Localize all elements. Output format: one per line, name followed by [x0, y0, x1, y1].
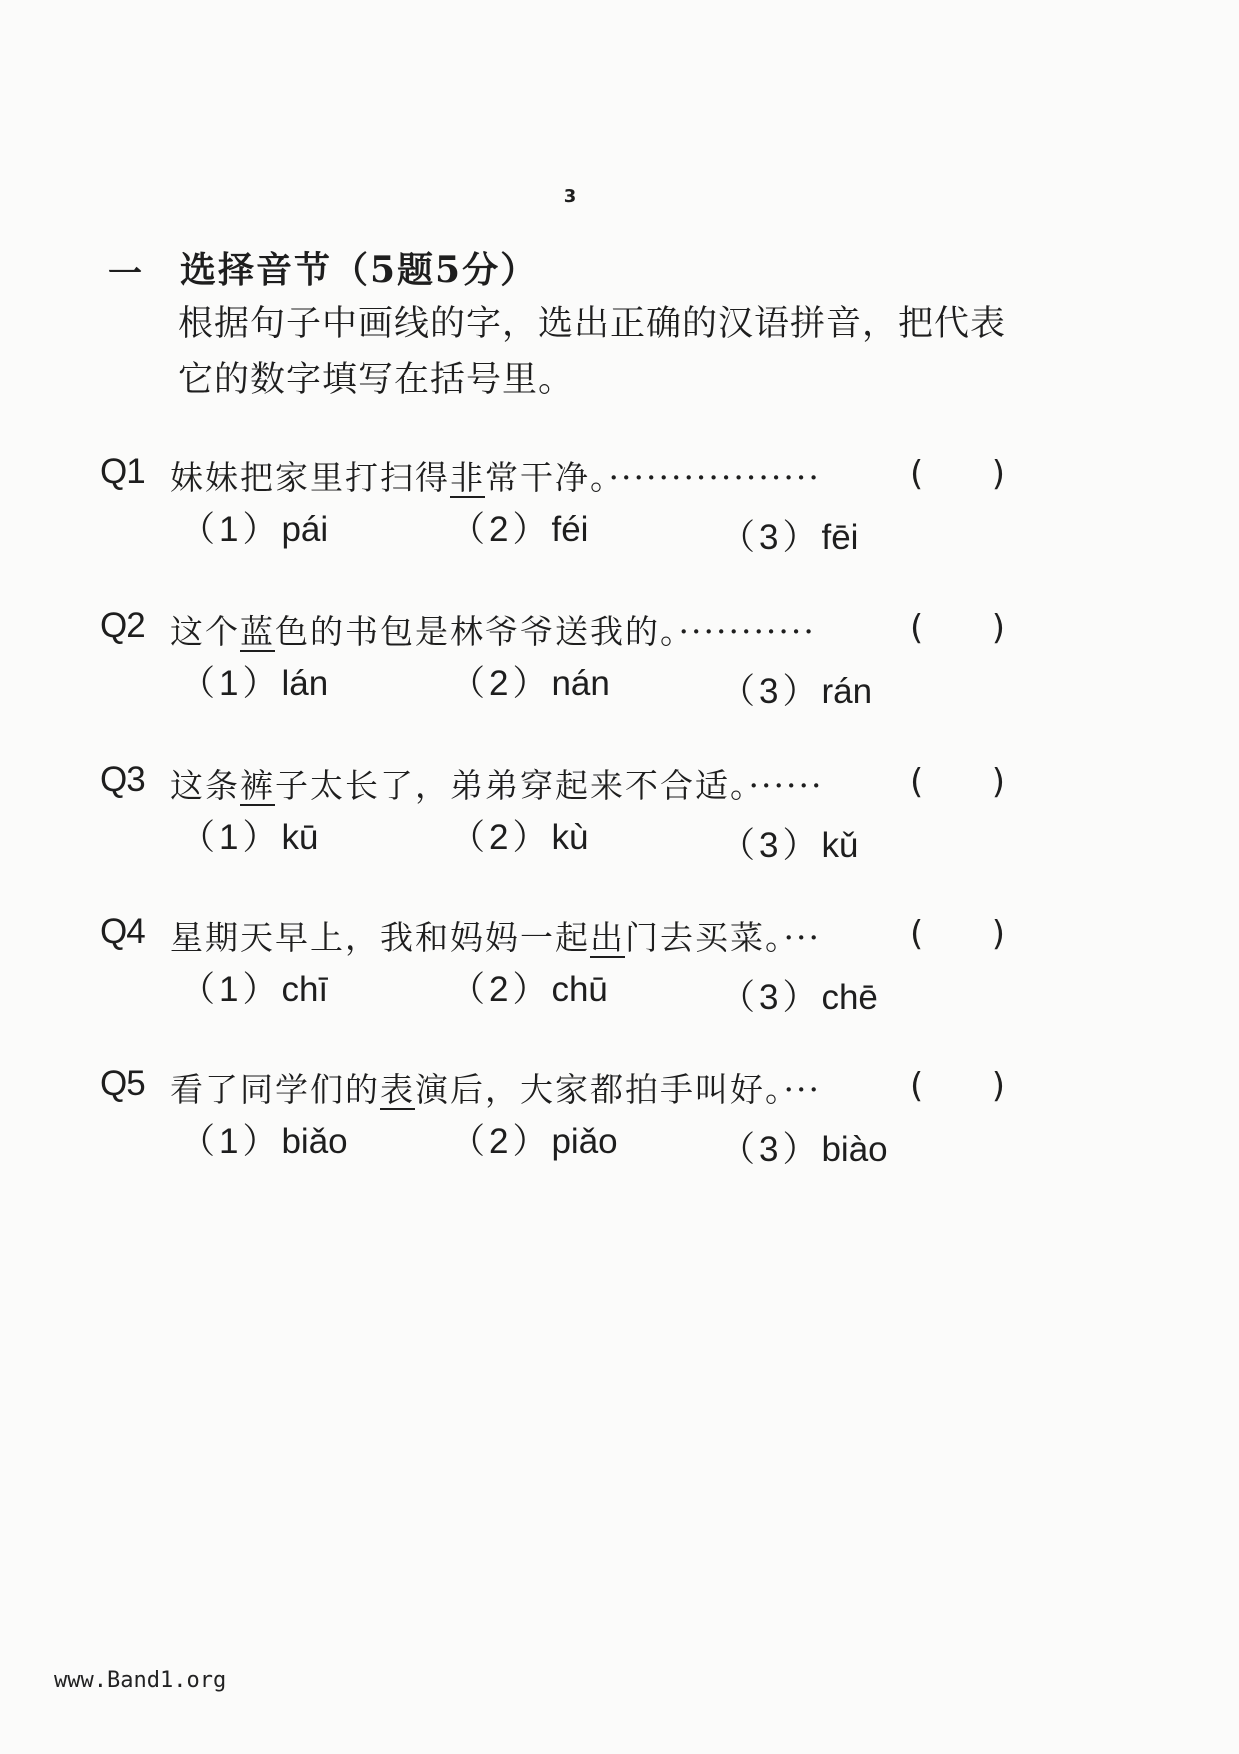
question-label: Q1 [100, 452, 145, 491]
option-2[interactable]: （2）féi [450, 510, 589, 549]
options-row [180, 1114, 980, 1169]
question-label: Q2 [100, 606, 145, 645]
question-label: Q5 [100, 1064, 145, 1103]
option-3[interactable]: （3）kǔ [720, 826, 859, 865]
question-label: Q4 [100, 912, 145, 951]
dot-leader: ··· [783, 1070, 821, 1109]
question-sentence: 这个蓝色的书包是林爷爷送我的。··········· [170, 612, 816, 651]
option-1[interactable]: （1）chī [180, 970, 329, 1009]
answer-bracket[interactable]: ( ) [910, 914, 1005, 954]
question-2 [100, 606, 1020, 716]
option-2[interactable]: （2）nán [450, 664, 610, 703]
option-2[interactable]: （2）chū [450, 970, 608, 1009]
underlined-character: 蓝 [240, 612, 275, 651]
question-sentence: 这条裤子太长了，弟弟穿起来不合适。······ [170, 766, 824, 805]
question-5 [100, 1064, 1020, 1174]
question-sentence: 星期天早上，我和妈妈一起出门去买菜。··· [170, 918, 821, 957]
dot-leader: ······ [748, 766, 824, 805]
options-row [180, 810, 980, 865]
options-row [180, 962, 980, 1017]
question-sentence: 看了同学们的表演后，大家都拍手叫好。··· [170, 1070, 821, 1109]
dot-leader: ················· [608, 458, 821, 497]
section-number: 一 [108, 254, 142, 294]
dot-leader: ··········· [678, 612, 816, 651]
option-2[interactable]: （2）piǎo [450, 1122, 618, 1161]
section-instruction: 根据句子中画线的字，选出正确的汉语拼音，把代表它的数字填写在括号里。 [178, 304, 1007, 400]
answer-bracket[interactable]: ( ) [910, 608, 1005, 648]
page-number: 3 [563, 186, 577, 207]
dot-leader: ··· [783, 918, 821, 957]
option-3[interactable]: （3）fēi [720, 518, 859, 557]
underlined-character: 非 [450, 458, 485, 497]
underlined-character: 表 [380, 1070, 415, 1109]
options-row [180, 656, 980, 711]
answer-bracket[interactable]: ( ) [910, 454, 1005, 494]
question-label: Q3 [100, 760, 145, 799]
answer-bracket[interactable]: ( ) [910, 1066, 1005, 1106]
option-2[interactable]: （2）kù [450, 818, 589, 857]
underlined-character: 裤 [240, 766, 275, 805]
option-3[interactable]: （3）biào [720, 1130, 888, 1169]
question-4 [100, 912, 1020, 1022]
footer-watermark: www.Band1.org [54, 1668, 227, 1693]
section-title: 选择音节（5题5分） [180, 249, 539, 291]
options-row [180, 502, 980, 557]
option-1[interactable]: （1）lán [180, 664, 329, 703]
option-1[interactable]: （1）kū [180, 818, 319, 857]
option-1[interactable]: （1）biǎo [180, 1122, 348, 1161]
question-1 [100, 452, 1020, 562]
question-sentence: 妹妹把家里打扫得非常干净。················· [170, 458, 821, 497]
option-1[interactable]: （1）pái [180, 510, 329, 549]
option-3[interactable]: （3）chē [720, 978, 878, 1017]
underlined-character: 出 [590, 918, 625, 957]
answer-bracket[interactable]: ( ) [910, 762, 1005, 802]
question-3 [100, 760, 1020, 870]
option-3[interactable]: （3）rán [720, 672, 873, 711]
